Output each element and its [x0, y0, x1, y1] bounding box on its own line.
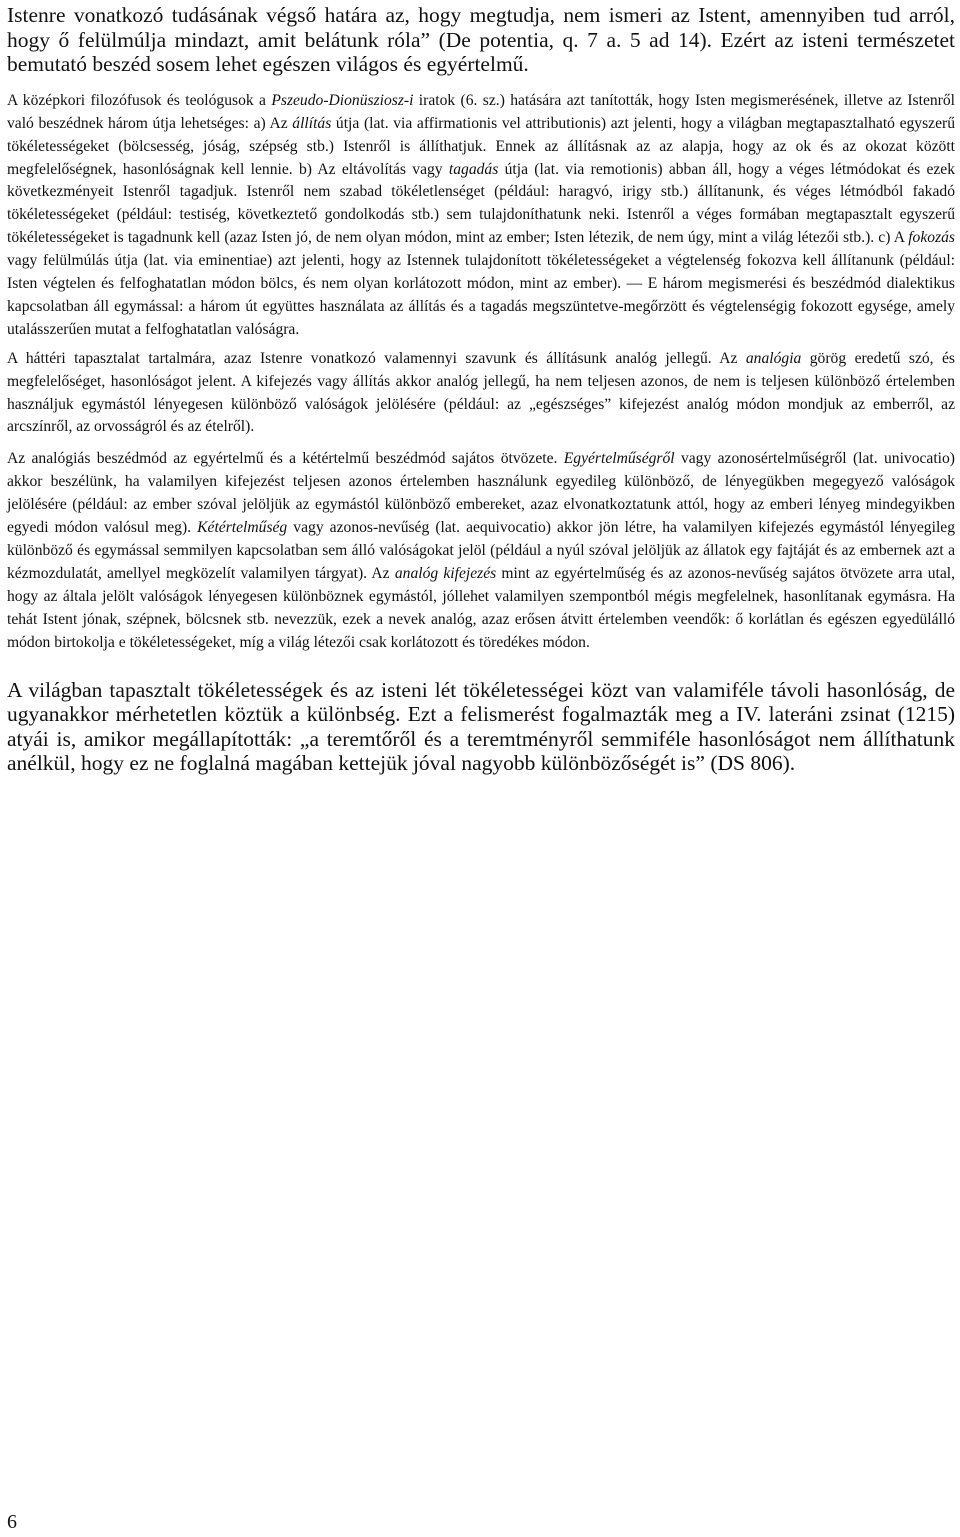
- text-run: mint az egyértelműség és az azonos-nevűség sajátos ötvözete arra utal, hogy az általa jelölt valóságok lényegesen különböznek egymástól, jóllehet valamilyen szempontból mégis megfelelnek, hasonlítanak egymásra. Ha tehát Istent jónak, szépnek, bölcsnek stb. nevezzük, ezek a nevek analóg, azaz erősen átvitt értelemben veendők: ő korlátlan és egészen egyedülálló módon birtokolja e tökéletességeket, míg a világ létezői csak korlátozott és töredékes módon.: [7, 564, 955, 651]
- italic-term: Egyértelműségről: [563, 450, 675, 468]
- intro-paragraph: Istenre vonatkozó tudásának végső határa az, hogy megtudja, nem ismeri az Istent, amennyiben tud arról, hogy ő felülmúlja mindazt, amit belátunk róla” (De potentia, q. 7 a. 5 ad 14). Ezért az isteni természetet bemutató beszéd sosem lehet egészen világos és egyértelmű.: [7, 3, 955, 77]
- document-page: [7, 0, 955, 776]
- italic-term: állítás: [292, 114, 332, 132]
- text-run: útja (lat. via affirmationis vel attributionis) azt jelenti, hogy a világban megtapasztalható egyszerű tökéletességeket (bölcsesség, jóság, szépség stb.) Istenről is állíthatjuk. Ennek az állításnak az az alapja, hogy az ok és az okozat között megfelelőségnek, hasonlóságnak kell lennie. b) Az eltávolítás vagy: [7, 114, 955, 178]
- text-run: vagy azonos-nevűség (lat. aequivocatio) akkor jön létre, ha valamilyen kifejezés egymástól lényegileg különböző és egymással semmilyen kapcsolatban sem álló valóságokat jelöl (például a nyúl szóval jelöljük az állatok egy fajtáját és az embernek azt a kézmozdulatát, amellyel megközelít valamilyen tárgyat). Az: [7, 519, 955, 582]
- three-ways-paragraph: [7, 90, 955, 342]
- page-number: 6: [7, 1511, 17, 1533]
- italic-term: tagadás: [448, 160, 499, 178]
- italic-term: analógia: [745, 349, 802, 367]
- text-run: A háttéri tapasztalat tartalmára, azaz Istenre vonatkozó valamennyi szavunk és állításunk analóg jellegű. Az: [7, 349, 746, 367]
- italic-term: fokozás: [908, 229, 955, 247]
- text-run: vagy felülmúlás útja (lat. via eminentiae) azt jelenti, hogy az Istennek tulajdonított tökéletességeket a végtelenség fokozva kell állítanunk (például: Isten végtelen és felfoghatatlan módon bölcs, és nem olyan korlátozott módon, mint az ember). — E három megismerési és beszédmód dialektikus kapcsolatban áll egymással: a három út együttes használata az állítás és a tagadás megszüntetve-megőrzött és végtelenségig fokozott egysége, amely utalásszerűen mutat a felfoghatatlan valóságra.: [7, 252, 955, 338]
- lateran-council-paragraph: A világban tapasztalt tökéletességek és az isteni lét tökéletességei közt van valamiféle távoli hasonlóság, de ugyanakkor mérhetetlen köztük a különbség. Ezt a felismerést fogalmazták meg a IV. lateráni zsinat (1215) atyái is, amikor megállapították: „a teremtőről és a teremtményről semmiféle hasonlóságot nem állíthatunk anélkül, hogy ez ne foglalná magában kettejük jóval nagyobb különbözőségét is” (DS 806).: [7, 677, 955, 776]
- italic-term: Pszeudo-Dionüsziosz-i: [271, 91, 414, 109]
- text-run: útja (lat. via remotionis) abban áll, hogy a véges létmódokat és ezek következményeit Istenről tagadjuk. Istenről nem szabad tökéletlenséget (például: haragvó, irigy stb.) állítanunk, és véges létmódból fakadó tökéletességeket (például: testiség, következtető gondolkodás stb.) sem tulajdoníthatunk neki. Istenről a véges formában megtapasztalt egyszerű tökéletességeket is tagadnunk kell (azaz Isten jó, de nem olyan módon, mint az ember; Isten létezik, de nem úgy, mint a világ létezői stb.). c) A: [7, 160, 956, 247]
- italic-term: Kétértelműség: [197, 519, 288, 537]
- italic-term: analóg kifejezés: [394, 564, 497, 582]
- text-run: görög eredetű szó, és megfelelőséget, hasonlóságot jelent. A kifejezés vagy állítás akkor analóg jellegű, ha nem teljesen azonos, de nem is teljesen különböző értelemben használjuk egymástól lényegesen különböző valóságok jelölésére (például: az „egészséges” kifejezést analóg módon mondjuk az emberről, az arcszínről, az orvosságról és az ételről).: [7, 349, 955, 436]
- background-experience-paragraph: [7, 348, 955, 440]
- text-run: iratok (6. sz.) hatására azt tanították, hogy Isten megismerésének, illetve az Istenről való beszédnek három útja lehetséges: a) Az: [7, 91, 956, 132]
- analogy-paragraph: [7, 448, 955, 654]
- text-run: vagy azonosértelműségről (lat. univocatio) akkor beszélünk, ha valamilyen kifejezést teljesen azonos értelemben használunk egyedileg különböző, de lényegükben megegyező valóságok jelölésére (például: az ember szóval jelöljük az egymástól különböző embereket, azaz elvonatkoztatunk attól, hogy az emberi lényeg mindegyikben egyedi módon valósul meg).: [7, 450, 955, 537]
- text-run: Az analógiás beszédmód az egyértelmű és a kétértelmű beszédmód sajátos ötvözete.: [7, 450, 564, 468]
- text-run: A középkori filozófusok és teológusok a: [7, 91, 272, 109]
